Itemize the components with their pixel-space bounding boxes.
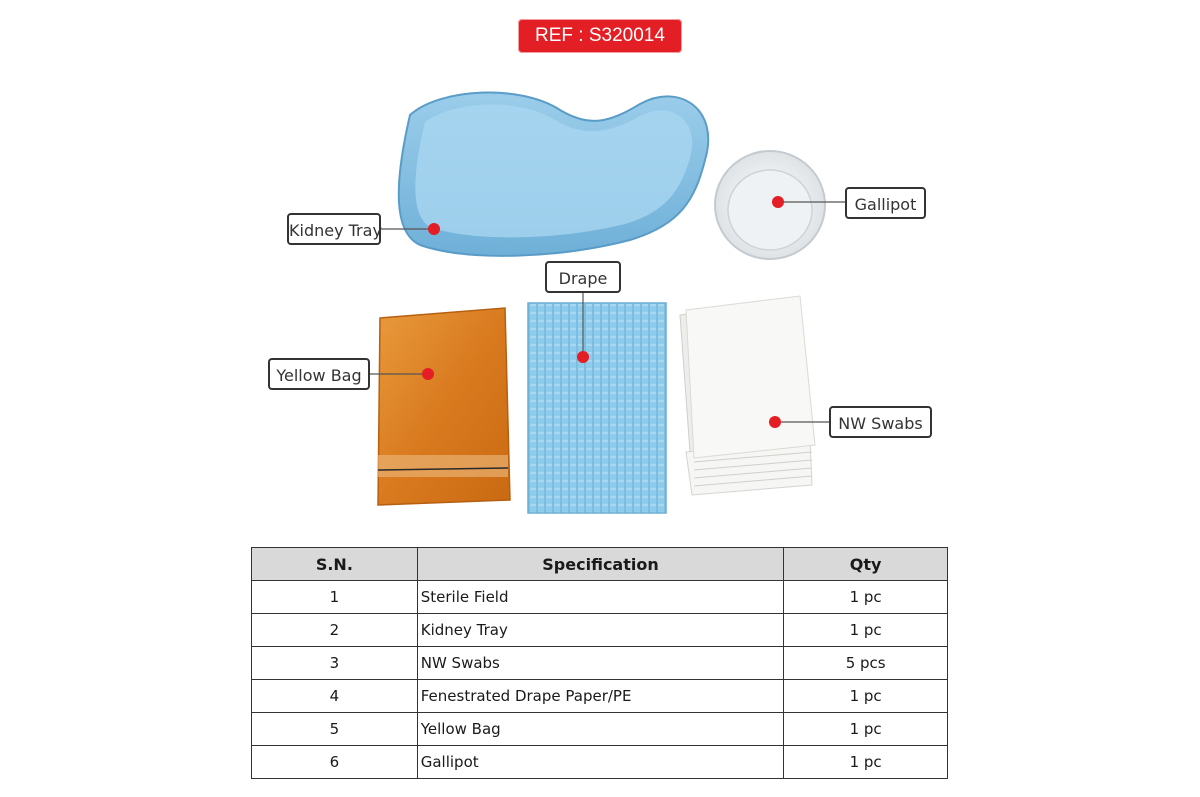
cell-qty: 5 pcs (784, 647, 948, 680)
cell-sn: 4 (252, 680, 418, 713)
table-row (252, 614, 948, 647)
cell-spec: Gallipot (417, 746, 784, 779)
cell-spec: Fenestrated Drape Paper/PE (417, 680, 784, 713)
gallipot-image (715, 151, 825, 259)
kidney-tray-image (399, 92, 708, 255)
cell-qty: 1 pc (784, 614, 948, 647)
cell-sn: 6 (252, 746, 418, 779)
cell-qty: 1 pc (784, 680, 948, 713)
cell-sn: 3 (252, 647, 418, 680)
header-qty: Qty (784, 548, 948, 581)
table-row (252, 647, 948, 680)
marker-dot-gallipot (772, 196, 784, 208)
cell-spec: Yellow Bag (417, 713, 784, 746)
table-row (252, 746, 948, 779)
header-sn: S.N. (252, 548, 418, 581)
cell-qty: 1 pc (784, 746, 948, 779)
callout-yellow-bag: Yellow Bag (268, 358, 370, 390)
yellow-bag-image (378, 308, 510, 505)
specification-table (251, 547, 948, 779)
cell-sn: 1 (252, 581, 418, 614)
header-specification: Specification (417, 548, 784, 581)
cell-sn: 2 (252, 614, 418, 647)
callout-nw-swabs: NW Swabs (829, 406, 932, 438)
table-row (252, 581, 948, 614)
cell-qty: 1 pc (784, 713, 948, 746)
cell-spec: Sterile Field (417, 581, 784, 614)
callout-kidney-tray: Kidney Tray (287, 213, 381, 245)
marker-dot-yellow-bag (422, 368, 434, 380)
callout-gallipot: Gallipot (845, 187, 926, 219)
cell-qty: 1 pc (784, 581, 948, 614)
marker-dot-drape (577, 351, 589, 363)
drape-image (528, 303, 666, 513)
marker-dot-kidney-tray (428, 223, 440, 235)
callout-drape: Drape (545, 261, 621, 293)
table-row (252, 713, 948, 746)
cell-sn: 5 (252, 713, 418, 746)
table-row (252, 680, 948, 713)
cell-spec: NW Swabs (417, 647, 784, 680)
table-header-row (252, 548, 948, 581)
nw-swabs-image (680, 296, 815, 495)
ref-badge: REF : S320014 (518, 19, 682, 53)
cell-spec: Kidney Tray (417, 614, 784, 647)
marker-dot-nw-swabs (769, 416, 781, 428)
